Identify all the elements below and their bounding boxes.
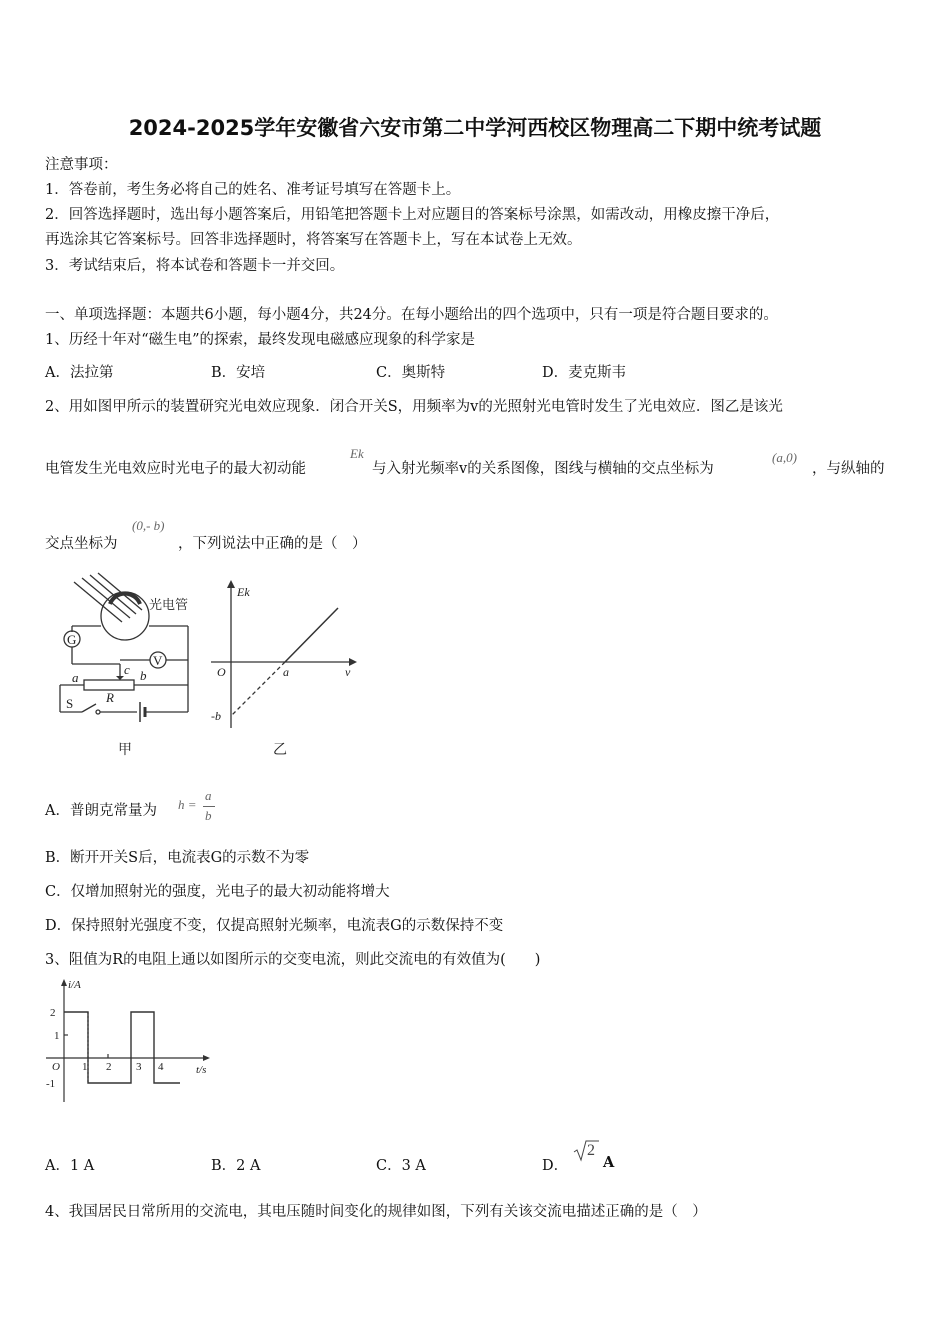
q3-option-b: B．2 A: [211, 1158, 261, 1174]
label-g: G: [67, 632, 77, 647]
light-ray: [82, 578, 130, 618]
label-s: S: [66, 696, 74, 711]
caption-jia: 甲: [118, 743, 132, 758]
q2-option-d: D．保持照射光强度不变，仅提高照射光频率，电流表G的示数保持不变: [45, 918, 504, 934]
x-tick-2: 2: [106, 1061, 112, 1073]
a-label: a: [283, 665, 289, 679]
switch: [82, 704, 96, 712]
q2-stem-line2a: 电管发生光电效应时光电子的最大初动能: [45, 461, 306, 477]
q2-stem-line3a: 交点坐标为: [45, 536, 118, 552]
phototube: [101, 592, 149, 640]
formula-denominator: b: [205, 808, 212, 823]
q1-option-b: B．安培: [211, 365, 266, 381]
label-c: c: [124, 662, 130, 677]
sqrt-sign: [572, 1138, 600, 1164]
y-tick-2: 2: [50, 1007, 56, 1019]
q1-stem: 1、历经十年对“磁生电”的探索，最终发现电磁感应现象的科学家是: [45, 332, 476, 348]
x-axis-label: t/s: [196, 1064, 207, 1076]
fraction-bar: [203, 806, 215, 807]
q2-stem-line2b: 与入射光频率v的关系图像，图线与横轴的交点坐标为: [372, 461, 714, 477]
figure-current-graph: [42, 978, 214, 1104]
notice-heading: 注意事项：: [45, 157, 118, 173]
label-a: a: [72, 670, 79, 685]
q2-stem-line1: 2、用如图甲所示的装置研究光电效应现象．闭合开关S，用频率为v的光照射光电管时发生了光电效应．图乙是该光: [45, 399, 783, 415]
formula-numerator: a: [205, 788, 212, 803]
rheostat: [84, 680, 134, 690]
formula-h: h =: [178, 797, 197, 812]
notice-item: 2．回答选择题时，选出每小题答案后，用铅笔把答题卡上对应题目的答案标号涂黑，如需改动，用橡皮擦干净后，: [45, 207, 780, 223]
sqrt-radicand: 2: [587, 1142, 595, 1159]
label-r: R: [106, 690, 114, 705]
light-ray: [74, 582, 122, 622]
q2-stem-line3b: ，下列说法中正确的是（ ）: [178, 536, 367, 552]
notice-item: 1．答卷前，考生务必将自己的姓名、准考证号填写在答题卡上。: [45, 182, 461, 198]
figure-circuit: [52, 572, 200, 762]
coord-b: (0,- b): [132, 518, 165, 533]
q3-option-d: D．: [542, 1158, 569, 1174]
x-tick-4: 4: [158, 1061, 164, 1073]
y-axis-label: Ek: [237, 585, 250, 599]
x-axis-label: ν: [345, 665, 351, 679]
x-tick-3: 3: [136, 1061, 142, 1073]
q2-stem-line2c: ，与纵轴的: [812, 461, 885, 477]
origin-label: O: [52, 1061, 60, 1073]
q1-option-c: C．奥斯特: [376, 365, 446, 381]
figure-ek-graph: [205, 578, 363, 764]
ek-symbol: Ek: [350, 446, 364, 461]
ek-extension: [231, 662, 285, 716]
y-tick-neg1: -1: [46, 1078, 56, 1090]
q1-option-a: A．法拉第: [45, 365, 114, 381]
label-v: V: [153, 653, 163, 668]
section-heading: 一、单项选择题：本题共6小题，每小题4分，共24分。在每小题给出的四个选项中，只有一项是符合题目要求的。: [45, 307, 778, 323]
coord-a: (a,0): [772, 450, 797, 465]
notice-item: 再选涂其它答案标号。回答非选择题时，将答案写在答题卡上，写在本试卷上无效。: [45, 232, 582, 248]
phototube-label: 光电管: [149, 597, 189, 612]
caption-yi: 乙: [273, 743, 287, 758]
label-b: b: [140, 668, 147, 683]
origin-label: O: [217, 665, 226, 679]
y-tick-1: 1: [54, 1030, 60, 1042]
q3-option-a: A．1 A: [45, 1158, 95, 1174]
q1-option-d: D．麦克斯韦: [542, 365, 627, 381]
y-axis-label: i/A: [68, 979, 81, 991]
ek-line: [285, 608, 338, 662]
b-label: -b: [211, 709, 221, 723]
x-tick-1: 1: [82, 1061, 88, 1073]
q2-option-b: B．断开开关S后，电流表G的示数不为零: [45, 850, 310, 866]
q2-option-a: A．普朗克常量为: [45, 803, 157, 819]
q4-stem: 4、我国居民日常所用的交流电，其电压随时间变化的规律如图，下列有关该交流电描述正确的是（ ）: [45, 1204, 707, 1220]
q2-option-c: C．仅增加照射光的强度，光电子的最大初动能将增大: [45, 884, 390, 900]
notice-item: 3．考试结束后，将本试卷和答题卡一并交回。: [45, 258, 345, 274]
q3-option-c: C．3 A: [376, 1158, 426, 1174]
q3-stem: 3、阻值为R的电阻上通以如图所示的交变电流，则此交流电的有效值为( ): [45, 952, 541, 968]
page-title: 2024-2025学年安徽省六安市第二中学河西校区物理高二下期中统考试题: [128, 116, 822, 140]
q3-option-d-unit: A: [603, 1154, 615, 1171]
cathode: [110, 594, 140, 604]
